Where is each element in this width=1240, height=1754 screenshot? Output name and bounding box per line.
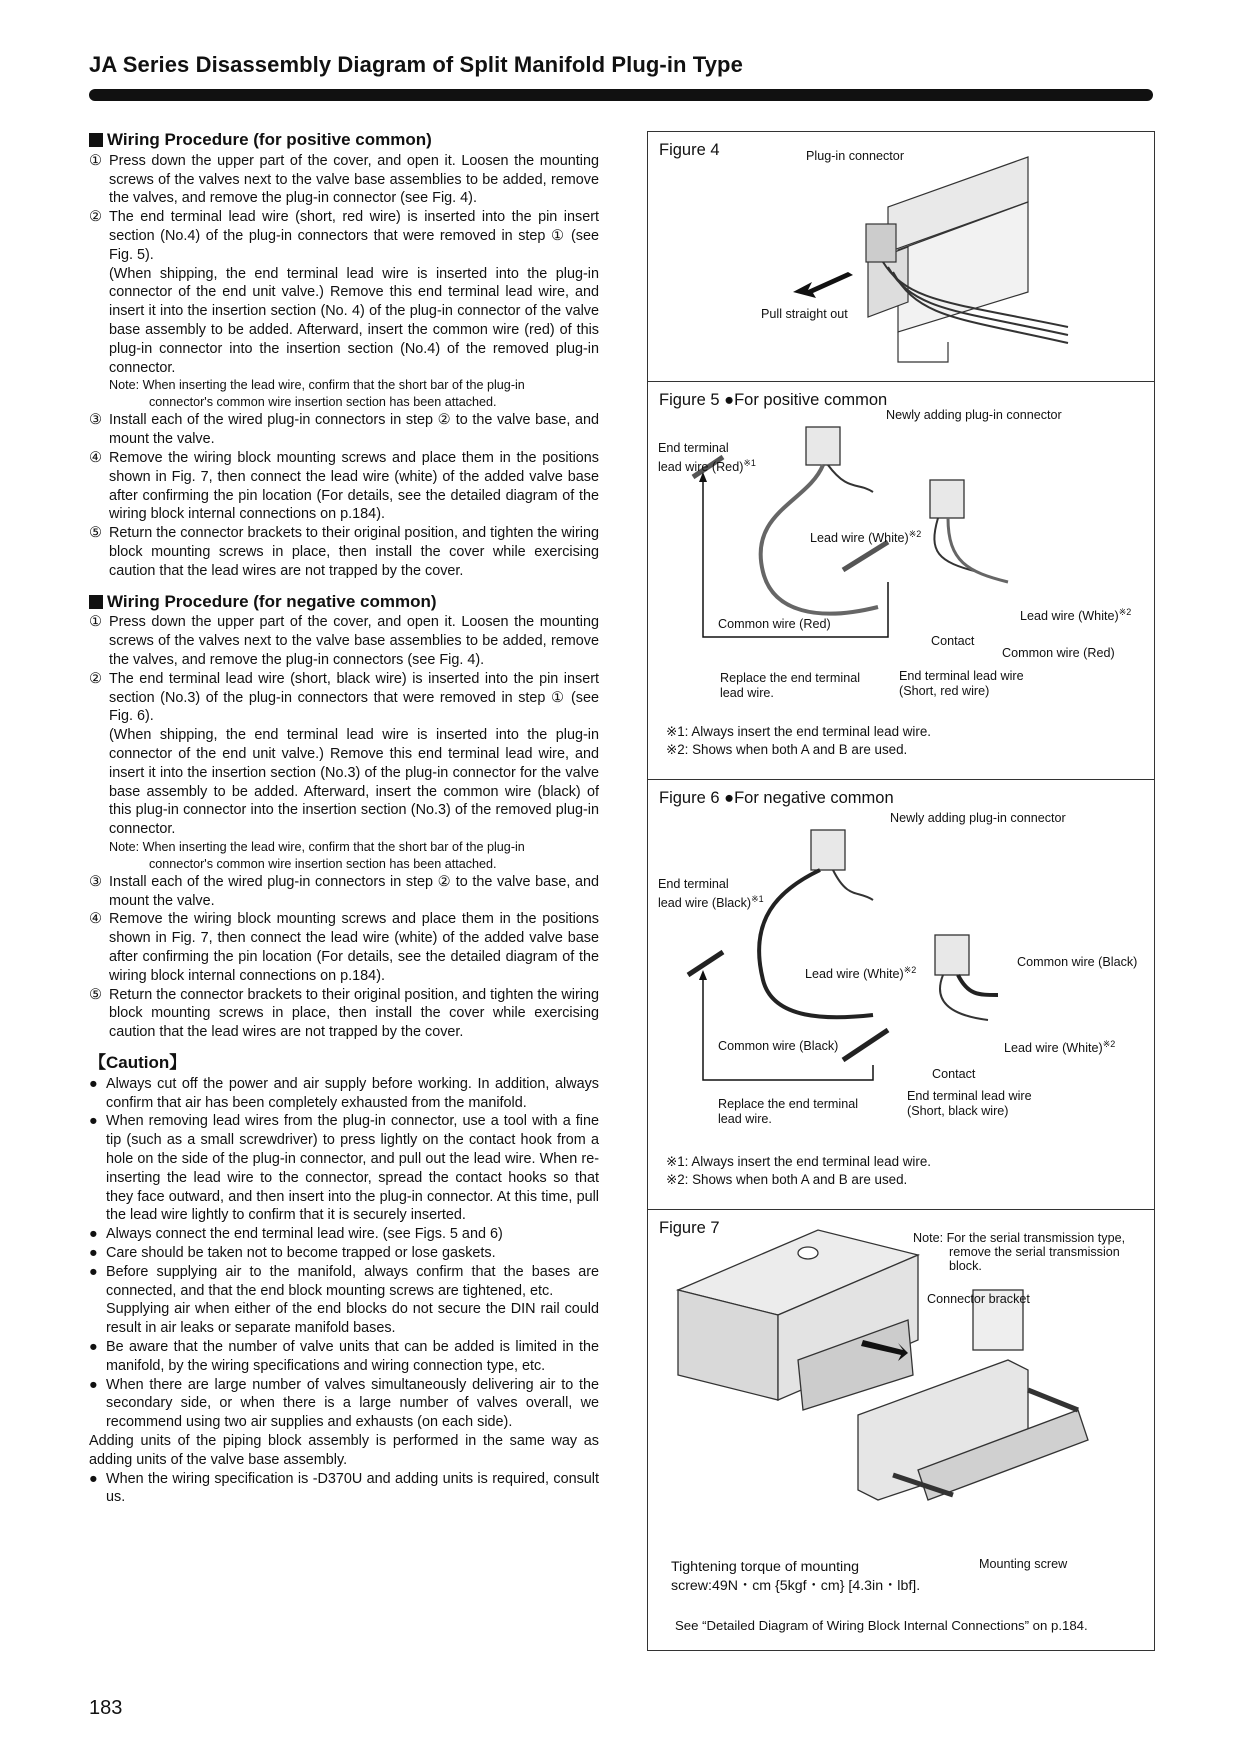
figure-title: Figure 4 (659, 141, 720, 159)
label-connector-bracket: Connector bracket (927, 1292, 1030, 1306)
positive-common-section (89, 131, 599, 581)
label-lead-wire-white: Lead wire (White)$^{※2}$ (810, 529, 922, 546)
step-2-detail: (When shipping, the end terminal lead wire is inserted into the plug-in connector of the end unit valve.) Remove this end terminal lead wire, and insert it into the insertion section (No.3) of the plug-in connector for the valve base assembly to be added. Afterward, insert the common wire (black) of this plug-in connector into the insertion section (No.3) of the removed plug-in connector. (109, 727, 599, 838)
step-1: ① Press down the upper part of the cover, and open it. Loosen the mounting screws of the valves next to the valve base assemblies to be added, remove the valves, and remove the plug-in connector (see Fig. 4). (89, 152, 599, 207)
step-2-detail: (When shipping, the end terminal lead wire is inserted into the plug-in connector of the end unit valve.) Remove this end terminal lead wire, and insert it into the insertion section (No. 4) of the plug-in connector of the valve base assembly to be added. Afterward, insert the common wire (red) of this plug-in connector into the insertion section (No.4) of the removed plug-in connector. (109, 265, 599, 376)
step-5: ⑤ Return the connector brackets to their original position, and tighten the wiring block mounting screws in place, then install the cover while exercising caution that the lead wires are not trapped by the cover. (89, 986, 599, 1041)
end-terminal-wire (688, 952, 723, 975)
screw-hole-shape (798, 1247, 818, 1259)
end-terminal-wire (843, 542, 888, 570)
caution-plain-text: Adding units of the piping block assembly is performed in the same way as adding units of the valve base assembly. (89, 1433, 599, 1468)
note: Note: When inserting the lead wire, confirm that the short bar of the plug-in connector's common wire insertion section has been attached. (109, 839, 525, 871)
caution-section (89, 1054, 599, 1507)
figure-4-panel (647, 131, 1155, 382)
label-end-terminal-lead-wire: End terminal lead wire (Short, red wire) (899, 669, 1024, 698)
label-mounting-screw: Mounting screw (979, 1557, 1068, 1571)
step-1: ① Press down the upper part of the cover, and open it. Loosen the mounting screws of the valves next to the valve base assemblies to be added, remove the valves, and remove the plug-in connectors (see Fig. 4). (89, 614, 599, 668)
label-see-reference: See “Detailed Diagram of Wiring Block Internal Connections” on p.184. (675, 1618, 1088, 1633)
label-plug-in-connector: Plug-in connector (806, 149, 905, 163)
step-5: ⑤ Return the connector brackets to their original position, and tighten the wiring block mounting screws in place, then install the cover while exercising caution that the lead wires are not trapped by the cover. (89, 525, 599, 579)
end-terminal-wire (843, 1030, 888, 1060)
negative-common-section (89, 593, 599, 1043)
label-common-wire-red: Common wire (Red) (718, 617, 831, 631)
connector-shape (806, 427, 840, 465)
caution-item: ● When there are large number of valves simultaneously delivering air to the secondary side, or when there is a large number of valves overall, we recommend using two air supplies and exhausts (on each side). (89, 1376, 599, 1431)
step-2: ② The end terminal lead wire (short, black wire) is inserted into the pin insert section (No.3) of the plug-in connectors that were removed in step ① (see Fig. 6). (89, 670, 599, 725)
label-replace: Replace the end terminal lead wire. (720, 671, 861, 700)
label-lead-wire-white-right: Lead wire (White)$^{※2}$ (1004, 1039, 1116, 1056)
arrow-head-icon (699, 970, 707, 980)
note: Note: When inserting the lead wire, confirm that the short bar of the plug-in connector's common wire insertion section has been attached. (109, 378, 525, 410)
figure-6-illustration (648, 780, 1154, 1210)
caution-item: ● Always cut off the power and air supply before working. In addition, always confirm that air has been completely exhausted from the manifold. (89, 1075, 599, 1111)
label-lead-wire-white-right: Lead wire (White)$^{※2}$ (1020, 607, 1132, 624)
section-heading: Wiring Procedure (for negative common) (89, 593, 599, 612)
label-replace: Replace the end terminal lead wire. (718, 1097, 859, 1126)
label-end-terminal: End terminal lead wire (Black)$^{※1}$ (658, 877, 764, 911)
label-lead-wire-white: Lead wire (White)$^{※2}$ (805, 965, 917, 982)
label-note: Note: For the serial transmission type, remove the serial transmission block. (913, 1231, 1126, 1273)
pull-arrow-icon (793, 272, 853, 298)
step-3: ③ Install each of the wired plug-in connectors in step ② to the valve base, and mount the valve. (89, 412, 599, 448)
figure-title: Figure 7 (659, 1219, 720, 1237)
label-newly-adding: Newly adding plug-in connector (886, 408, 1062, 422)
step-4: ④ Remove the wiring block mounting screws and place them in the positions shown in Fig. 7, then connect the lead wire (white) of the added valve base after confirming the pin location (For details, see the detailed diagram of the wiring block internal connections on p.184). (89, 449, 599, 523)
figure-note: ※1: Always insert the end terminal lead wire. (666, 724, 932, 739)
mounting-screw-shape (1028, 1390, 1078, 1410)
lead-wire-white (934, 518, 978, 572)
figure-title: Figure 6 ●For negative common (659, 789, 894, 807)
page-title: JA Series Disassembly Diagram of Split Manifold Plug-in Type (89, 52, 743, 77)
common-wire-black (958, 975, 998, 995)
caution-item: ● When the wiring specification is -D370U and adding units is required, consult us. (89, 1470, 599, 1506)
figure-6-panel (647, 779, 1155, 1210)
common-wire-red (948, 518, 1008, 582)
step-4: ④ Remove the wiring block mounting screws and place them in the positions shown in Fig. 7, then connect the lead wire (white) of the added valve base after confirming the pin location (For details, see the detailed diagram of the wiring block internal connections on p.184). (89, 911, 599, 984)
caution-item: ● Be aware that the number of valve units that can be added is limited in the manifold, by the wiring specifications and wiring connection type, etc. (89, 1339, 599, 1374)
connector-shape (811, 830, 845, 870)
label-end-terminal-lead-wire: End terminal lead wire (Short, black wire) (907, 1089, 1032, 1118)
title-rule (89, 89, 1153, 101)
label-end-terminal: End terminal lead wire (Red)$^{※1}$ (658, 441, 756, 475)
figure-note: ※2: Shows when both A and B are used. (666, 1172, 908, 1187)
label-contact: Contact (931, 634, 975, 648)
lead-wire-white (828, 465, 873, 492)
section-heading: Wiring Procedure (for positive common) (89, 131, 599, 150)
caution-item: ● Before supplying air to the manifold, always confirm that the bases are connected, and that the end block mounting screws are tightened, etc. (89, 1263, 599, 1299)
replace-arrow-line (703, 975, 873, 1080)
left-column (89, 131, 599, 1507)
label-pull-straight-out: Pull straight out (761, 307, 848, 321)
caution-item: ● Care should be taken not to become trapped or lose gaskets. (89, 1245, 496, 1262)
figure-5-panel (647, 381, 1155, 780)
caution-heading: 【Caution】 (89, 1053, 187, 1073)
label-torque: Tightening torque of mounting screw:49N・cm {5kgf・cm} [4.3in・lbf]. (671, 1559, 921, 1594)
square-bullet-icon (89, 595, 103, 609)
figure-title: Figure 5 ●For positive common (659, 391, 888, 409)
common-wire-black (759, 870, 873, 1017)
label-common-wire-black: Common wire (Black) (718, 1039, 839, 1053)
step-2: ② The end terminal lead wire (short, red wire) is inserted into the pin insert section (No.4) of the plug-in connectors that were removed in step ① (see Fig. 5). (89, 209, 599, 263)
label-newly-adding: Newly adding plug-in connector (890, 811, 1066, 825)
page-number: 183 (89, 1697, 123, 1719)
caution-item: ● Always connect the end terminal lead wire. (see Figs. 5 and 6) (89, 1226, 503, 1243)
caution-item: ● When removing lead wires from the plug-in connector, use a tool with a fine tip (such as a small screwdriver) to press lightly on the contact hook from a hole on the side of the plug-in connector, and pull out the lead wire. When re-inserting the lead wire to the connector, spread the contact hooks so that they face outward, and then insert into the plug-in connector. At this time, pull the lead wire lightly to confirm that it is securely inserted. (89, 1113, 599, 1224)
connector-shape (930, 480, 964, 518)
figure-4-illustration (648, 132, 1154, 382)
lead-wire-white (833, 870, 873, 900)
label-common-wire-black-right: Common wire (Black) (1017, 955, 1138, 969)
plug-in-connector-shape (866, 224, 896, 262)
step-3: ③ Install each of the wired plug-in connectors in step ② to the valve base, and mount the valve. (89, 873, 599, 909)
square-bullet-icon (89, 133, 103, 147)
figure-7-panel (647, 1209, 1155, 1651)
figure-note: ※2: Shows when both A and B are used. (666, 742, 908, 757)
caution-item-detail: Supplying air when either of the end blocks do not secure the DIN rail could result in air leaks or separate manifold bases. (106, 1301, 599, 1337)
label-contact: Contact (932, 1067, 976, 1081)
label-common-wire-red-right: Common wire (Red) (1002, 646, 1115, 660)
bracket-shape (898, 332, 948, 362)
figure-note: ※1: Always insert the end terminal lead wire. (666, 1154, 932, 1169)
connector-shape (935, 935, 969, 975)
